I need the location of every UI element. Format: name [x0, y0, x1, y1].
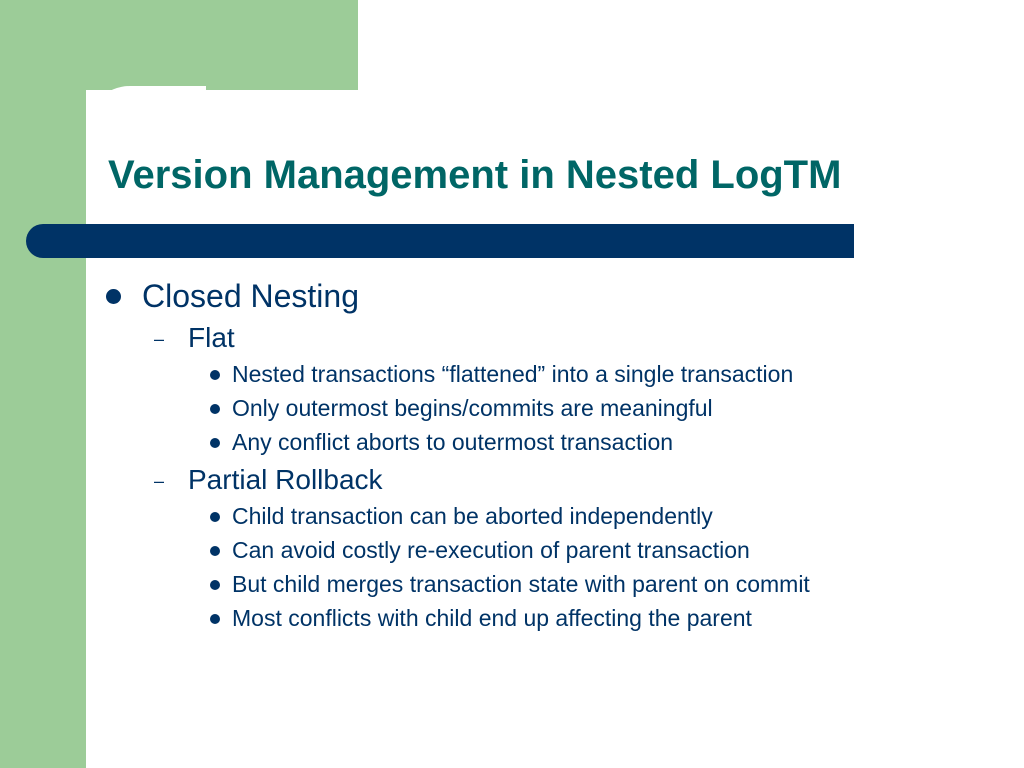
- slide-content: [104, 275, 984, 635]
- bullet-dot-icon: [210, 614, 220, 624]
- bullet-dot-icon: [210, 370, 220, 380]
- list-item-text: Can avoid costly re-execution of parent transaction: [232, 537, 750, 563]
- bullet-text: Closed Nesting: [142, 278, 359, 314]
- bullet-dot-icon: [210, 404, 220, 414]
- list-item: [104, 533, 984, 567]
- list-item-text: Nested transactions “flattened” into a single transaction: [232, 361, 794, 387]
- bullet-closed-nesting: [104, 275, 984, 317]
- sub-bullet-text: Partial Rollback: [188, 464, 383, 495]
- bullet-dot-icon: [106, 289, 121, 304]
- list-item-text: Most conflicts with child end up affecting the parent: [232, 605, 752, 631]
- sub-bullet-flat: [104, 319, 984, 357]
- slide-title: Version Management in Nested LogTM: [108, 153, 842, 197]
- sub-bullet-text: Flat: [188, 322, 235, 353]
- bullet-dot-icon: [210, 512, 220, 522]
- bullet-dot-icon: [210, 580, 220, 590]
- list-item: [104, 391, 984, 425]
- bullet-dot-icon: [210, 438, 220, 448]
- bullet-dot-icon: [210, 546, 220, 556]
- list-item-text: But child merges transaction state with parent on commit: [232, 571, 810, 597]
- list-item-text: Any conflict aborts to outermost transaction: [232, 429, 674, 455]
- title-underline-bar: [26, 224, 854, 258]
- list-item: [104, 499, 984, 533]
- list-item-text: Only outermost begins/commits are meaningful: [232, 395, 713, 421]
- dash-icon: –: [154, 329, 165, 349]
- side-panel-left: [0, 0, 86, 768]
- sub-bullet-partial-rollback: [104, 461, 984, 499]
- list-item: [104, 601, 984, 635]
- list-item: [104, 357, 984, 391]
- dash-icon: –: [154, 471, 165, 491]
- list-item-text: Child transaction can be aborted independently: [232, 503, 713, 529]
- list-item: [104, 425, 984, 459]
- list-item: [104, 567, 984, 601]
